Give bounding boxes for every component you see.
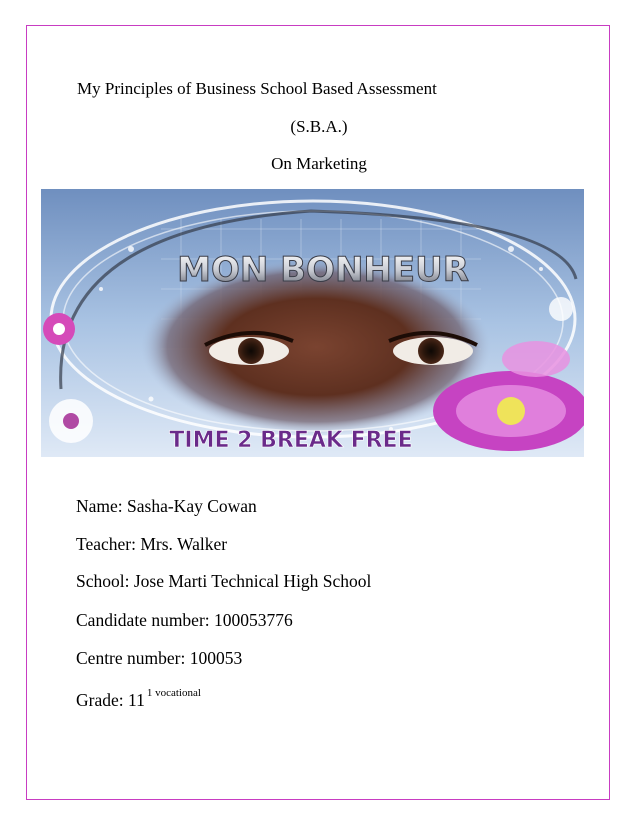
assessment-abbreviation: (S.B.A.) bbox=[290, 117, 348, 136]
grade-superscript: 1 vocational bbox=[146, 687, 201, 700]
assessment-topic: On Marketing bbox=[271, 154, 367, 173]
cover-image bbox=[41, 189, 584, 457]
cover-subtitle-text: TIME 2 BREAK FREE bbox=[169, 428, 413, 453]
cover-title-text: MON BONHEUR bbox=[177, 250, 469, 290]
assessment-title: My Principles of Business School Based Assessment bbox=[77, 79, 437, 98]
student-name: Name: Sasha-Kay Cowan bbox=[76, 496, 257, 516]
candidate-number: Candidate number: 100053776 bbox=[76, 610, 293, 630]
centre-number: Centre number: 100053 bbox=[76, 648, 243, 668]
grade bbox=[76, 687, 201, 711]
teacher-name: Teacher: Mrs. Walker bbox=[76, 534, 228, 554]
grade-text: Grade: 11 bbox=[76, 690, 145, 710]
school-name: School: Jose Marti Technical High School bbox=[76, 571, 372, 591]
